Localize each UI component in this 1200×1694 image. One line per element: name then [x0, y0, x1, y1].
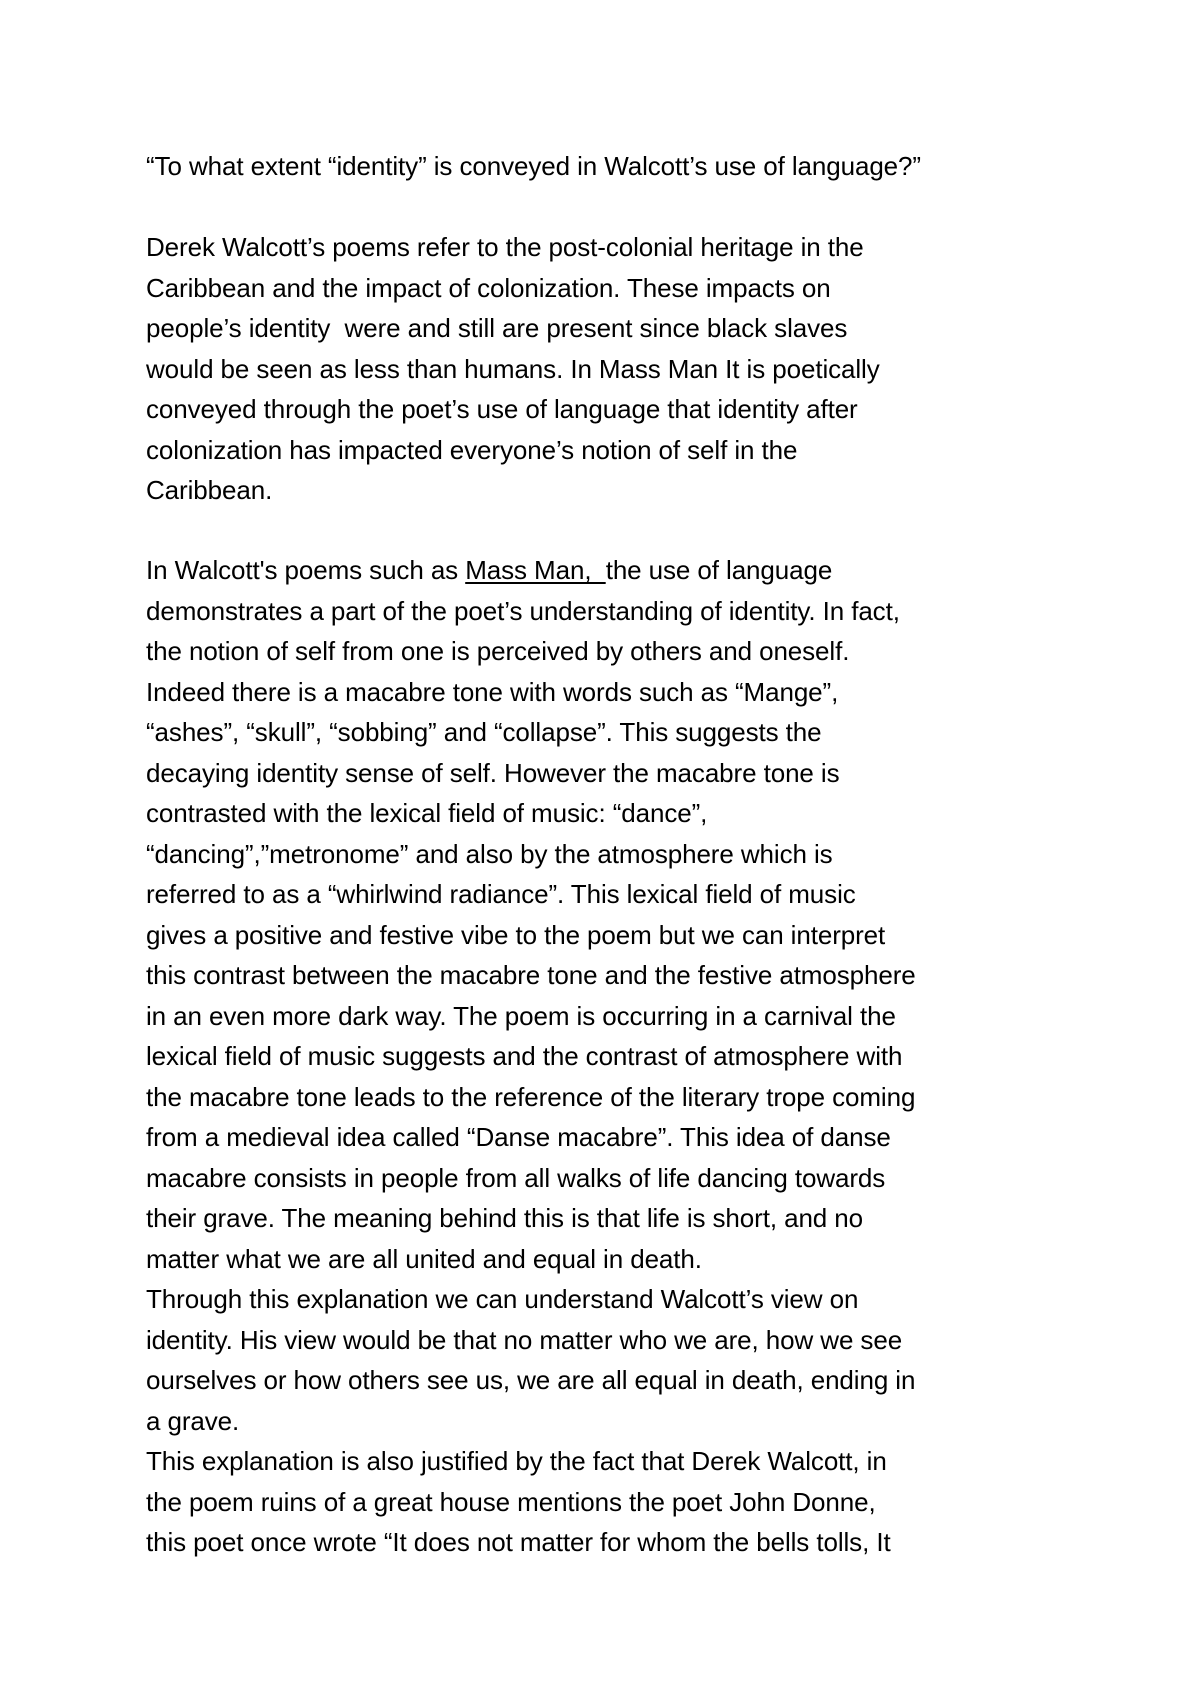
paragraph-line: this poet once wrote “It does not matter for whom the bells tolls, It — [146, 1527, 891, 1557]
first-line-suffix: the use of language — [605, 555, 833, 585]
paragraph-line: This explanation is also justified by the fact that Derek Walcott, in — [146, 1446, 887, 1476]
paragraph-line: Derek Walcott’s poems refer to the post-colonial heritage in the — [146, 232, 864, 262]
paragraph-line: demonstrates a part of the poet’s understanding of identity. In fact, — [146, 595, 900, 626]
paragraph-line: macabre consists in people from all walks of life dancing towards — [146, 1162, 886, 1193]
paragraph-line: ourselves or how others see us, we are all equal in death, ending in — [146, 1365, 916, 1395]
paragraph-line: the poem ruins of a great house mentions the poet John Donne, — [146, 1486, 876, 1517]
essay-question-text: “To what extent “identity” is conveyed in Walcott’s use of language?” — [146, 151, 921, 181]
paragraph-line: in an even more dark way. The poem is occurring in a carnival the — [146, 1000, 896, 1031]
paragraph-line: conveyed through the poet’s use of language that identity after — [146, 394, 858, 424]
analysis-paragraph — [146, 550, 1086, 1563]
paragraph-line: would be seen as less than humans. In Mass Man It is poetically — [146, 353, 880, 384]
essay-question — [146, 146, 1086, 187]
paragraph-line: lexical field of music suggests and the contrast of atmosphere with — [146, 1041, 903, 1071]
paragraph-line: this contrast between the macabre tone and the festive atmosphere — [146, 960, 916, 990]
paragraph-first-line — [146, 550, 1086, 591]
paragraph-line: their grave. The meaning behind this is that life is short, and no — [146, 1203, 864, 1233]
paragraph-line: contrasted with the lexical field of music: “dance”, — [146, 798, 708, 828]
introduction-paragraph — [146, 227, 1086, 511]
paragraph-line: identity. His view would be that no matter who we are, how we see — [146, 1324, 903, 1355]
paragraph-line: Caribbean. — [146, 475, 273, 505]
paragraph-line: Through this explanation we can understand Walcott’s view on — [146, 1284, 859, 1314]
paragraph-line: referred to as a “whirlwind radiance”. This lexical field of music — [146, 879, 856, 909]
paragraph-line: from a medieval idea called “Danse macabre”. This idea of danse — [146, 1122, 891, 1152]
paragraph-line: gives a positive and festive vibe to the poem but we can interpret — [146, 919, 886, 950]
paragraph-line: Indeed there is a macabre tone with words such as “Mange”, — [146, 676, 839, 707]
paragraph-line: decaying identity sense of self. However the macabre tone is — [146, 757, 840, 788]
poem-title-underlined: Mass Man, — [465, 555, 606, 585]
paragraph-line: “ashes”, “skull”, “sobbing” and “collapse”. This suggests the — [146, 717, 822, 747]
paragraph-line: people’s identity were and still are present since black slaves — [146, 313, 848, 343]
paragraph-line: a grave. — [146, 1405, 240, 1436]
paragraph-line: the notion of self from one is perceived by others and oneself. — [146, 636, 850, 666]
first-line-prefix: In Walcott's poems such as — [146, 555, 466, 585]
paragraph-line: matter what we are all united and equal in death. — [146, 1243, 702, 1274]
paragraph-line: “dancing”,”metronome” and also by the atmosphere which is — [146, 838, 833, 869]
paragraph-line: colonization has impacted everyone’s notion of self in the — [146, 434, 798, 465]
paragraph-line: Caribbean and the impact of colonization. These impacts on — [146, 272, 831, 303]
paragraph-line: the macabre tone leads to the reference of the literary trope coming — [146, 1081, 916, 1112]
